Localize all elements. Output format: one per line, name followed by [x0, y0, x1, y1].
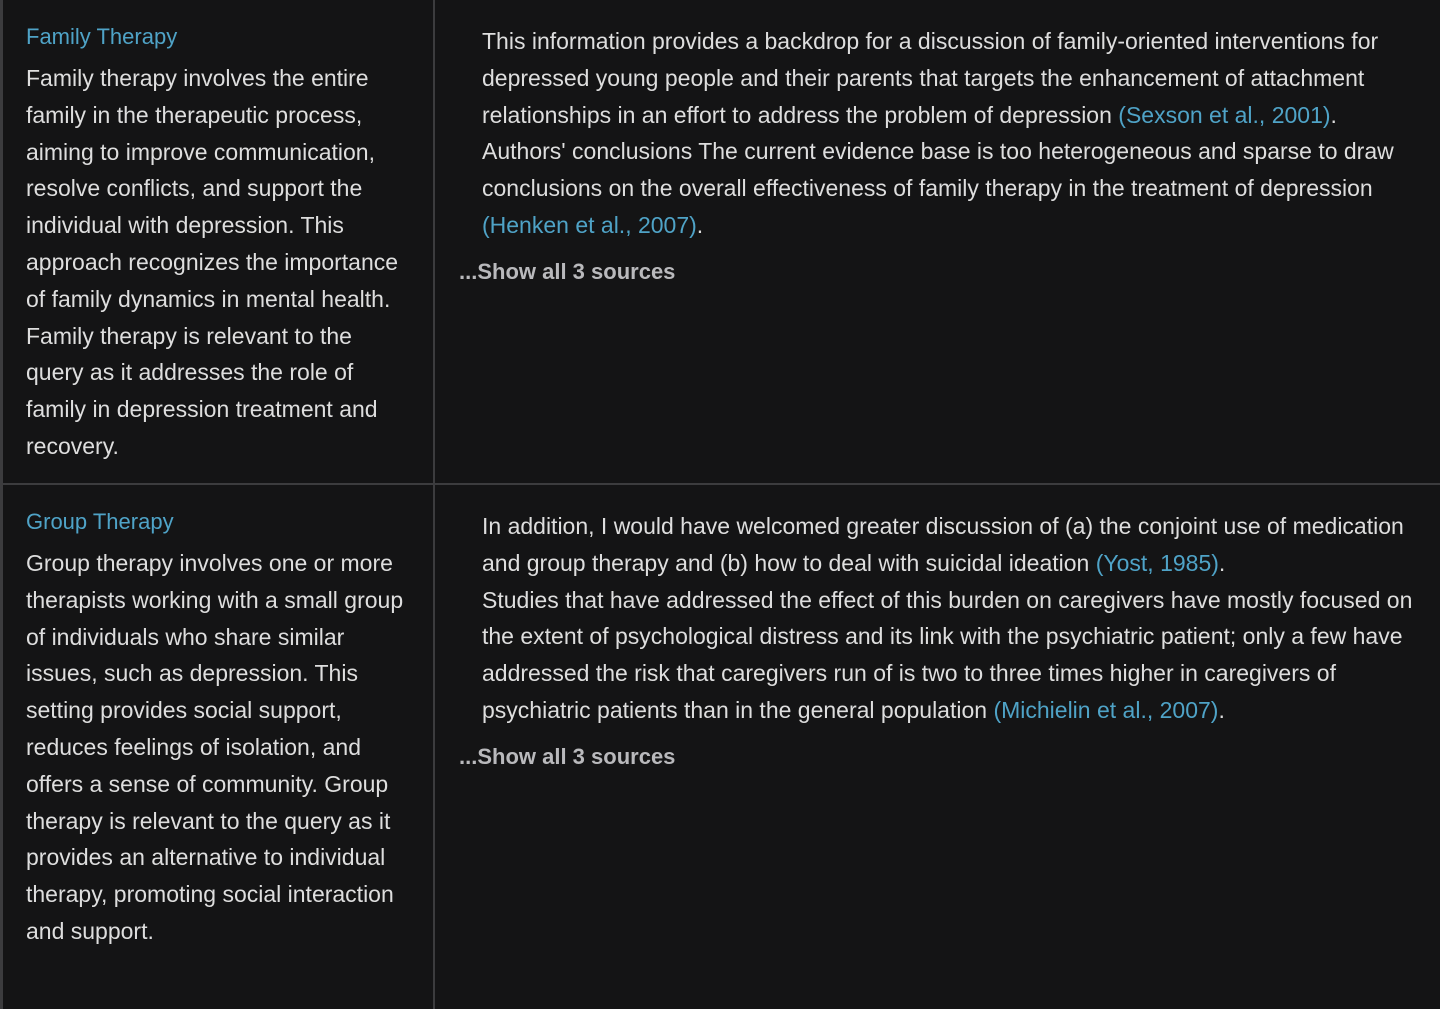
- topic-title[interactable]: Group Therapy: [26, 509, 174, 534]
- evidence-cell: [435, 0, 1440, 483]
- evidence-period: .: [1218, 549, 1226, 576]
- evidence-paragraph: [482, 582, 1413, 729]
- topic-description: Group therapy involves one or more therapists working with a small group of individuals who share similar issues, such as depression. This setting provides social support, reduces feelings of isolation, and offers a sense of community. Group therapy is relevant to the query as it provides an alternative to individual therapy, promoting social interaction and support.: [26, 550, 404, 944]
- evidence-text: In addition, I would have welcomed greater discussion of (a) the conjoint use of medication and group therapy and (b) how to deal with suicidal ideation: [482, 513, 1404, 576]
- show-all-sources-button[interactable]: ...Show all 3 sources: [459, 743, 676, 769]
- evidence-paragraph: [482, 508, 1413, 582]
- show-all-sources-button[interactable]: ...Show all 3 sources: [459, 258, 676, 284]
- topic-cell: [3, 0, 435, 483]
- table-row: [3, 485, 1440, 1009]
- evidence-paragraph: [482, 133, 1413, 243]
- evidence-paragraph: [482, 23, 1413, 133]
- citation-link[interactable]: (Michielin et al., 2007): [993, 696, 1219, 723]
- evidence-text: Authors' conclusions The current evidence base is too heterogeneous and sparse to draw conclusions on the overall effectiveness of family therapy in the treatment of depression: [482, 138, 1394, 202]
- evidence-period: .: [696, 211, 704, 238]
- citation-link[interactable]: (Yost, 1985): [1095, 549, 1219, 576]
- evidence-cell: [435, 485, 1440, 1009]
- evidence-text: This information provides a backdrop for a discussion of family-oriented interventions for depressed young people and their parents that targets the enhancement of attachment relationships in an effort to address the problem of depression: [482, 28, 1379, 128]
- topic-cell: [3, 485, 435, 1009]
- evidence-text: Studies that have addressed the effect of this burden on caregivers have mostly focused on the extent of psychological distress and its link with the psychiatric patient; only a few have addressed the risk that caregivers run of is two to three times higher in caregivers of psychiatric patients than in the general population: [482, 586, 1413, 723]
- topic-description: Family therapy involves the entire family in the therapeutic process, aiming to improve communication, resolve conflicts, and support the individual with depression. This approach recognizes the importance of family dynamics in mental health. Family therapy is relevant to the query as it addresses the role of family in depression treatment and recovery.: [26, 65, 399, 459]
- table-row: [3, 0, 1440, 485]
- evidence-period: .: [1218, 696, 1225, 723]
- evidence-period: .: [1330, 101, 1337, 128]
- citation-link[interactable]: (Henken et al., 2007): [482, 211, 697, 238]
- citation-link[interactable]: (Sexson et al., 2001): [1118, 101, 1331, 128]
- topic-title[interactable]: Family Therapy: [26, 24, 178, 49]
